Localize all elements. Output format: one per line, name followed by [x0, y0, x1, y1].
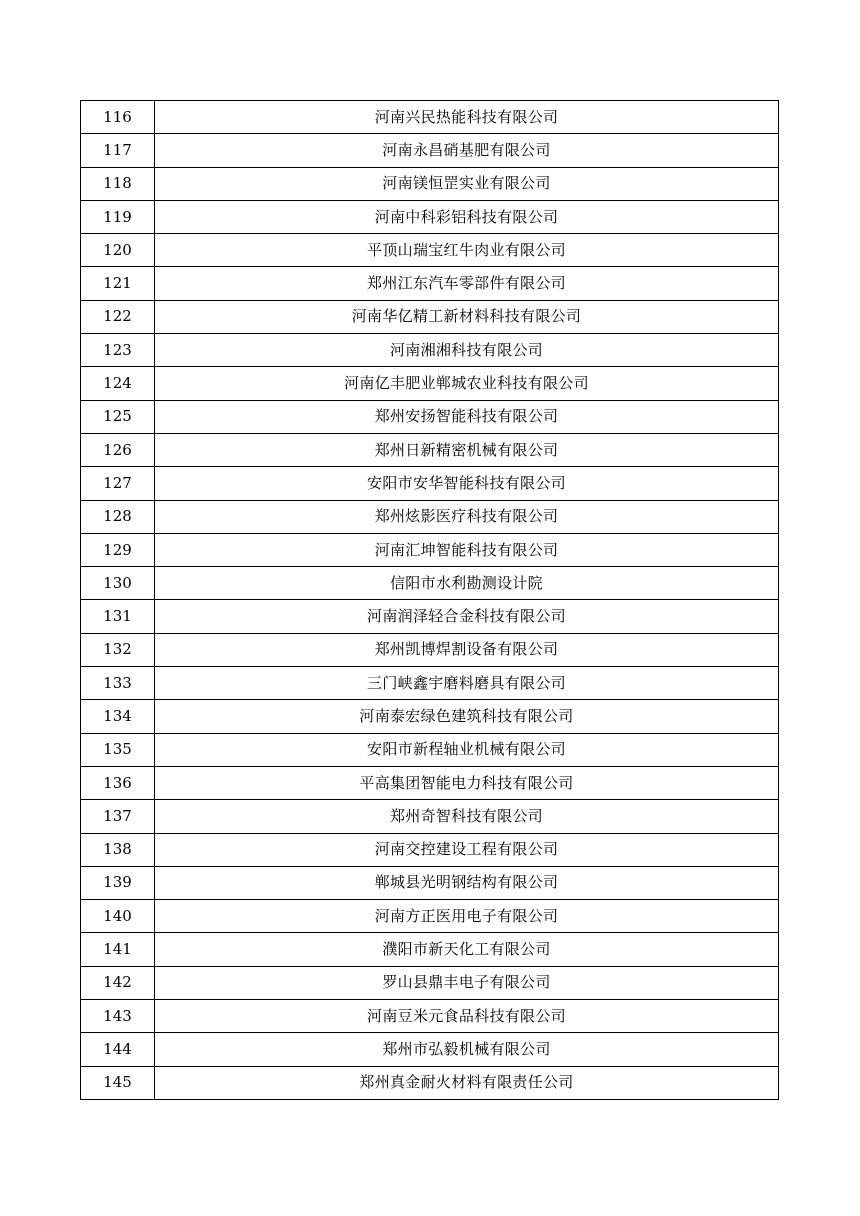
company-name-cell: 河南泰宏绿色建筑科技有限公司 — [155, 700, 779, 733]
table-row — [81, 334, 779, 367]
company-name-cell: 郑州市弘毅机械有限公司 — [155, 1033, 779, 1066]
row-number-cell: 135 — [81, 733, 155, 766]
table-row — [81, 600, 779, 633]
row-number-cell: 120 — [81, 234, 155, 267]
row-number-cell: 131 — [81, 600, 155, 633]
table-row — [81, 966, 779, 999]
table-row — [81, 900, 779, 933]
row-number-cell: 126 — [81, 433, 155, 466]
company-name-cell: 河南湘湘科技有限公司 — [155, 334, 779, 367]
company-name-cell: 河南汇坤智能科技有限公司 — [155, 533, 779, 566]
table-row — [81, 633, 779, 666]
row-number-cell: 119 — [81, 200, 155, 233]
company-name-cell: 罗山县鼎丰电子有限公司 — [155, 966, 779, 999]
company-name-cell: 平顶山瑞宝红牛肉业有限公司 — [155, 234, 779, 267]
row-number-cell: 130 — [81, 567, 155, 600]
row-number-cell: 134 — [81, 700, 155, 733]
company-name-cell: 郑州安扬智能科技有限公司 — [155, 400, 779, 433]
row-number-cell: 129 — [81, 533, 155, 566]
table-row — [81, 1066, 779, 1099]
row-number-cell: 122 — [81, 300, 155, 333]
row-number-cell: 123 — [81, 334, 155, 367]
row-number-cell: 140 — [81, 900, 155, 933]
company-name-cell: 河南兴民热能科技有限公司 — [155, 101, 779, 134]
table-row — [81, 933, 779, 966]
row-number-cell: 121 — [81, 267, 155, 300]
company-name-cell: 郑州日新精密机械有限公司 — [155, 433, 779, 466]
table-row — [81, 134, 779, 167]
company-name-cell: 三门峡鑫宇磨料磨具有限公司 — [155, 667, 779, 700]
table-row — [81, 167, 779, 200]
table-row — [81, 500, 779, 533]
row-number-cell: 143 — [81, 1000, 155, 1033]
company-name-cell: 河南豆米元食品科技有限公司 — [155, 1000, 779, 1033]
table-row — [81, 200, 779, 233]
table-row — [81, 101, 779, 134]
company-name-cell: 郑州奇智科技有限公司 — [155, 800, 779, 833]
table-row — [81, 433, 779, 466]
table-row — [81, 300, 779, 333]
row-number-cell: 139 — [81, 866, 155, 899]
table-row — [81, 367, 779, 400]
row-number-cell: 118 — [81, 167, 155, 200]
table-row — [81, 1000, 779, 1033]
row-number-cell: 117 — [81, 134, 155, 167]
row-number-cell: 127 — [81, 467, 155, 500]
table-row — [81, 533, 779, 566]
row-number-cell: 125 — [81, 400, 155, 433]
table-row — [81, 667, 779, 700]
row-number-cell: 116 — [81, 101, 155, 134]
company-name-cell: 河南中科彩铝科技有限公司 — [155, 200, 779, 233]
table-row — [81, 267, 779, 300]
row-number-cell: 141 — [81, 933, 155, 966]
table-row — [81, 800, 779, 833]
company-name-cell: 河南亿丰肥业郸城农业科技有限公司 — [155, 367, 779, 400]
row-number-cell: 144 — [81, 1033, 155, 1066]
row-number-cell: 136 — [81, 766, 155, 799]
row-number-cell: 138 — [81, 833, 155, 866]
row-number-cell: 124 — [81, 367, 155, 400]
row-number-cell: 133 — [81, 667, 155, 700]
table-row — [81, 467, 779, 500]
row-number-cell: 128 — [81, 500, 155, 533]
table-row — [81, 567, 779, 600]
row-number-cell: 142 — [81, 966, 155, 999]
company-name-cell: 安阳市安华智能科技有限公司 — [155, 467, 779, 500]
company-name-cell: 河南润泽轻合金科技有限公司 — [155, 600, 779, 633]
table-body — [81, 101, 779, 1100]
company-name-cell: 郑州凯博焊割设备有限公司 — [155, 633, 779, 666]
table-row — [81, 234, 779, 267]
company-name-cell: 河南镁恒罡实业有限公司 — [155, 167, 779, 200]
company-name-cell: 郑州江东汽车零部件有限公司 — [155, 267, 779, 300]
company-name-cell: 河南方正医用电子有限公司 — [155, 900, 779, 933]
table-row — [81, 400, 779, 433]
table-row — [81, 700, 779, 733]
row-number-cell: 145 — [81, 1066, 155, 1099]
company-list-table — [80, 100, 779, 1100]
table-row — [81, 1033, 779, 1066]
company-name-cell: 河南永昌硝基肥有限公司 — [155, 134, 779, 167]
row-number-cell: 137 — [81, 800, 155, 833]
company-name-cell: 平高集团智能电力科技有限公司 — [155, 766, 779, 799]
company-name-cell: 郑州炫影医疗科技有限公司 — [155, 500, 779, 533]
table-row — [81, 866, 779, 899]
company-name-cell: 安阳市新程轴业机械有限公司 — [155, 733, 779, 766]
table-row — [81, 766, 779, 799]
company-name-cell: 信阳市水利勘测设计院 — [155, 567, 779, 600]
company-name-cell: 郑州真金耐火材料有限责任公司 — [155, 1066, 779, 1099]
company-name-cell: 濮阳市新天化工有限公司 — [155, 933, 779, 966]
table-row — [81, 733, 779, 766]
company-name-cell: 郸城县光明钢结构有限公司 — [155, 866, 779, 899]
company-name-cell: 河南华亿精工新材料科技有限公司 — [155, 300, 779, 333]
table-row — [81, 833, 779, 866]
row-number-cell: 132 — [81, 633, 155, 666]
company-name-cell: 河南交控建设工程有限公司 — [155, 833, 779, 866]
